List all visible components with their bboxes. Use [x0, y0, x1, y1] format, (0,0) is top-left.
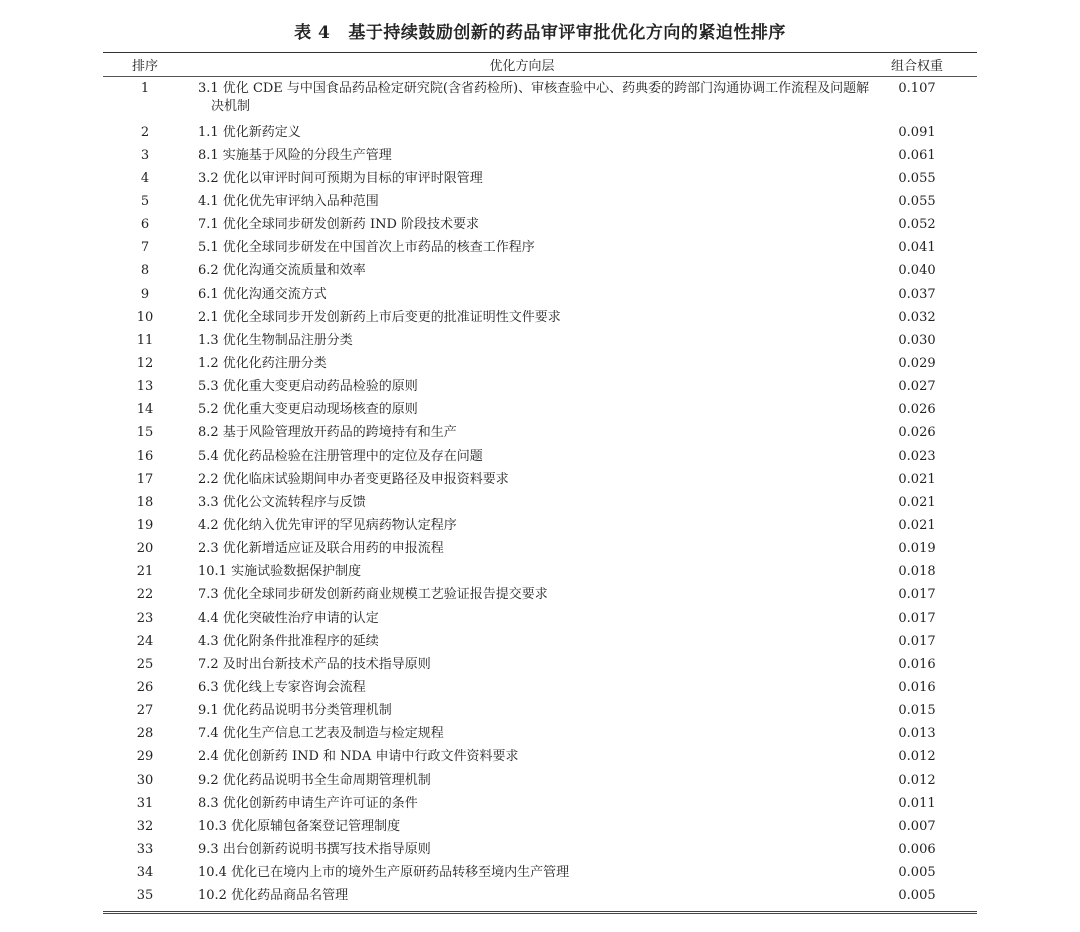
weight-cell: 0.029 — [898, 355, 936, 371]
direction-cell — [187, 147, 857, 165]
table-row — [103, 445, 977, 468]
table-caption: 基于持续鼓励创新的药品审评审批优化方向的紧迫性排序 — [348, 23, 786, 43]
direction-cell — [187, 378, 857, 396]
header-direction: 优化方向层 — [489, 59, 555, 74]
weight-cell: 0.015 — [898, 703, 936, 719]
table-row — [103, 352, 977, 375]
weight-cell: 0.052 — [898, 217, 936, 233]
weight-cell: 0.091 — [898, 124, 936, 140]
weight-cell: 0.005 — [898, 888, 936, 904]
direction-cell — [187, 286, 857, 304]
rank-cell: 14 — [136, 402, 154, 418]
rank-cell: 33 — [136, 841, 154, 857]
rank-cell: 9 — [140, 286, 150, 302]
direction-text: 3.2 优化以审评时间可预期为目标的审评时限管理 — [198, 170, 483, 186]
direction-cell — [187, 332, 857, 350]
rank-cell: 31 — [136, 795, 154, 811]
rank-cell: 10 — [136, 309, 154, 325]
direction-text: 2.1 优化全球同步开发创新药上市后变更的批准证明性文件要求 — [198, 309, 561, 325]
weight-cell: 0.055 — [898, 193, 936, 209]
direction-text: 5.1 优化全球同步研发在中国首次上市药品的核查工作程序 — [198, 240, 535, 256]
rank-cell: 35 — [136, 888, 154, 904]
direction-text: 1.2 优化化药注册分类 — [198, 355, 327, 371]
header-weight: 组合权重 — [890, 59, 943, 74]
direction-cell — [187, 563, 857, 581]
weight-cell: 0.006 — [898, 841, 936, 857]
direction-cell — [187, 725, 857, 743]
direction-cell — [187, 124, 857, 142]
weight-cell: 0.061 — [898, 147, 936, 163]
table-title — [0, 20, 1080, 46]
direction-text: 3.3 优化公文流转程序与反馈 — [198, 494, 366, 510]
rank-cell: 15 — [136, 425, 154, 441]
direction-text: 4.4 优化突破性治疗申请的认定 — [198, 610, 379, 626]
rank-cell: 18 — [136, 494, 154, 510]
direction-cell — [187, 586, 857, 604]
table-row — [103, 78, 977, 121]
direction-cell — [187, 262, 857, 280]
direction-cell — [187, 679, 857, 697]
direction-cell — [187, 494, 857, 512]
weight-cell: 0.021 — [898, 517, 936, 533]
direction-text: 9.2 优化药品说明书全生命周期管理机制 — [198, 772, 431, 788]
direction-text: 10.2 优化药品商品名管理 — [198, 888, 349, 904]
table-row — [103, 746, 977, 769]
table-header — [103, 53, 977, 76]
direction-text: 3.1 优化 CDE 与中国食品药品检定研究院(含省药检所)、审核查验中心、药典委的跨部门沟通协调工作流程及问题解决机制 — [198, 81, 870, 114]
table-row — [103, 538, 977, 561]
weight-cell: 0.011 — [898, 795, 936, 811]
table-row — [103, 491, 977, 514]
direction-text: 7.2 及时出台新技术产品的技术指导原则 — [198, 656, 431, 672]
table-row — [103, 584, 977, 607]
table-row — [103, 306, 977, 329]
rank-cell: 28 — [136, 726, 154, 742]
direction-cell — [187, 80, 870, 116]
rank-cell: 22 — [136, 587, 154, 603]
rank-cell: 13 — [136, 379, 154, 395]
rank-cell: 6 — [140, 217, 150, 233]
direction-cell — [187, 795, 857, 813]
table-row — [103, 723, 977, 746]
direction-cell — [187, 355, 857, 373]
table-row — [103, 862, 977, 885]
direction-text: 10.1 实施试验数据保护制度 — [198, 564, 362, 580]
rank-cell: 20 — [136, 541, 154, 557]
ranking-table — [103, 52, 977, 914]
table-row — [103, 190, 977, 213]
direction-cell — [187, 633, 857, 651]
direction-text: 1.3 优化生物制品注册分类 — [198, 332, 353, 348]
direction-cell — [187, 818, 857, 836]
weight-cell: 0.041 — [898, 240, 936, 256]
direction-cell — [187, 610, 857, 628]
weight-cell: 0.017 — [898, 610, 936, 626]
rank-cell: 4 — [140, 170, 150, 186]
table-row — [103, 607, 977, 630]
direction-cell — [187, 748, 857, 766]
direction-cell — [187, 656, 857, 674]
rank-cell: 2 — [140, 124, 150, 140]
direction-cell — [187, 540, 857, 558]
direction-text: 7.4 优化生产信息工艺表及制造与检定规程 — [198, 726, 444, 742]
direction-text: 4.3 优化附条件批准程序的延续 — [198, 633, 379, 649]
direction-text: 8.2 基于风险管理放开药品的跨境持有和生产 — [198, 425, 457, 441]
table-row — [103, 630, 977, 653]
weight-cell: 0.019 — [898, 541, 936, 557]
rank-cell: 12 — [136, 355, 154, 371]
table-row — [103, 514, 977, 537]
rank-cell: 34 — [136, 865, 154, 881]
table-row — [103, 676, 977, 699]
table-row — [103, 653, 977, 676]
rank-cell: 29 — [136, 749, 154, 765]
direction-text: 10.4 优化已在境内上市的境外生产原研药品转移至境内生产管理 — [198, 865, 570, 881]
table-body — [103, 77, 977, 911]
direction-text: 4.1 优化优先审评纳入品种范围 — [198, 193, 379, 209]
direction-text: 1.1 优化新药定义 — [198, 124, 301, 140]
table-row — [103, 468, 977, 491]
direction-text: 6.1 优化沟通交流方式 — [198, 286, 327, 302]
direction-text: 8.1 实施基于风险的分段生产管理 — [198, 147, 392, 163]
weight-cell: 0.013 — [898, 726, 936, 742]
rank-cell: 16 — [136, 448, 154, 464]
rank-cell: 17 — [136, 471, 154, 487]
table-row — [103, 329, 977, 352]
weight-cell: 0.012 — [898, 749, 936, 765]
direction-text: 6.3 优化线上专家咨询会流程 — [198, 679, 366, 695]
direction-text: 10.3 优化原辅包备案登记管理制度 — [198, 818, 401, 834]
table-row — [103, 144, 977, 167]
weight-cell: 0.040 — [898, 263, 936, 279]
weight-cell: 0.037 — [898, 286, 936, 302]
bottom-rule — [103, 911, 977, 914]
weight-cell: 0.018 — [898, 564, 936, 580]
rank-cell: 1 — [140, 81, 150, 96]
rank-cell: 23 — [136, 610, 154, 626]
direction-text: 7.3 优化全球同步研发创新药商业规模工艺验证报告提交要求 — [198, 587, 548, 603]
rank-cell: 5 — [140, 193, 150, 209]
direction-cell — [187, 401, 857, 419]
rank-cell: 27 — [136, 703, 154, 719]
direction-cell — [187, 517, 857, 535]
direction-cell — [187, 864, 857, 882]
direction-cell — [187, 216, 857, 234]
table-row — [103, 422, 977, 445]
table-row — [103, 167, 977, 190]
table-row — [103, 838, 977, 861]
weight-cell: 0.055 — [898, 170, 936, 186]
weight-cell: 0.023 — [898, 448, 936, 464]
direction-text: 8.3 优化创新药申请生产许可证的条件 — [198, 795, 418, 811]
direction-text: 2.4 优化创新药 IND 和 NDA 申请中行政文件资料要求 — [198, 749, 519, 765]
weight-cell: 0.012 — [898, 772, 936, 788]
rank-cell: 19 — [136, 517, 154, 533]
table-row — [103, 792, 977, 815]
table-row — [103, 237, 977, 260]
direction-text: 6.2 优化沟通交流质量和效率 — [198, 263, 366, 279]
rank-cell: 24 — [136, 633, 154, 649]
weight-cell: 0.032 — [898, 309, 936, 325]
direction-cell — [187, 841, 857, 859]
rank-cell: 8 — [140, 263, 150, 279]
weight-cell: 0.021 — [898, 494, 936, 510]
direction-cell — [187, 309, 857, 327]
header-rank: 排序 — [131, 59, 158, 74]
table-row — [103, 376, 977, 399]
table-row — [103, 885, 977, 908]
table-row — [103, 700, 977, 723]
rank-cell: 26 — [136, 679, 154, 695]
table-row — [103, 769, 977, 792]
direction-text: 4.2 优化纳入优先审评的罕见病药物认定程序 — [198, 517, 457, 533]
direction-cell — [187, 193, 857, 211]
table-row — [103, 561, 977, 584]
weight-cell: 0.021 — [898, 471, 936, 487]
weight-cell: 0.016 — [898, 679, 936, 695]
table-number: 表 4 — [294, 23, 331, 43]
table-row — [103, 815, 977, 838]
weight-cell: 0.005 — [898, 865, 936, 881]
rank-cell: 11 — [136, 332, 154, 348]
rank-cell: 7 — [140, 240, 150, 256]
weight-cell: 0.026 — [898, 425, 936, 441]
weight-cell: 0.017 — [898, 587, 936, 603]
table-row — [103, 214, 977, 237]
weight-cell: 0.107 — [898, 81, 936, 96]
weight-cell: 0.017 — [898, 633, 936, 649]
table-row — [103, 121, 977, 144]
direction-cell — [187, 239, 857, 257]
direction-cell — [187, 424, 857, 442]
direction-text: 9.1 优化药品说明书分类管理机制 — [198, 703, 392, 719]
direction-cell — [187, 471, 857, 489]
rank-cell: 21 — [136, 564, 154, 580]
direction-cell — [187, 702, 857, 720]
rank-cell: 32 — [136, 818, 154, 834]
rank-cell: 3 — [140, 147, 150, 163]
rank-cell: 25 — [136, 656, 154, 672]
weight-cell: 0.030 — [898, 332, 936, 348]
direction-text: 9.3 出台创新药说明书撰写技术指导原则 — [198, 841, 431, 857]
direction-cell — [187, 887, 857, 905]
table-row — [103, 260, 977, 283]
rank-cell: 30 — [136, 772, 154, 788]
weight-cell: 0.016 — [898, 656, 936, 672]
direction-cell — [187, 448, 857, 466]
direction-text: 2.3 优化新增适应证及联合用药的申报流程 — [198, 541, 444, 557]
table-row — [103, 399, 977, 422]
direction-text: 5.4 优化药品检验在注册管理中的定位及存在问题 — [198, 448, 483, 464]
direction-text: 5.3 优化重大变更启动药品检验的原则 — [198, 379, 418, 395]
weight-cell: 0.027 — [898, 379, 936, 395]
weight-cell: 0.007 — [898, 818, 936, 834]
direction-text: 5.2 优化重大变更启动现场核查的原则 — [198, 402, 418, 418]
direction-text: 2.2 优化临床试验期间申办者变更路径及申报资料要求 — [198, 471, 509, 487]
direction-cell — [187, 170, 857, 188]
direction-cell — [187, 772, 857, 790]
table-row — [103, 283, 977, 306]
weight-cell: 0.026 — [898, 402, 936, 418]
direction-text: 7.1 优化全球同步研发创新药 IND 阶段技术要求 — [198, 217, 480, 233]
